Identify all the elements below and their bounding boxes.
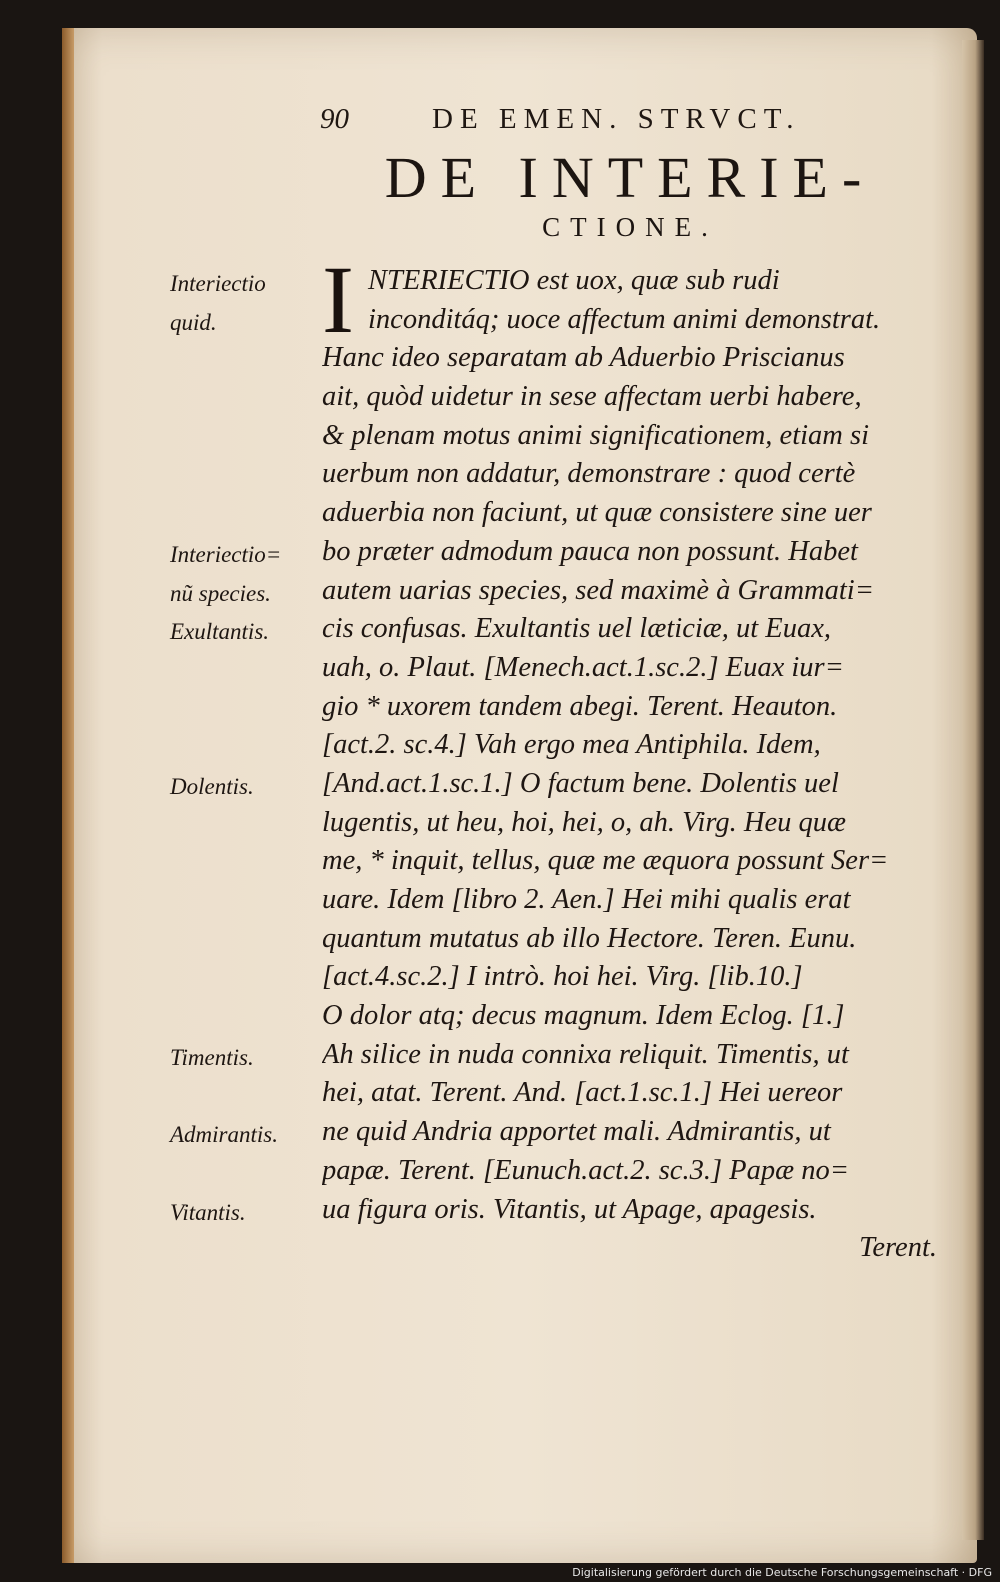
body-line: Terent. <box>859 1232 937 1264</box>
body-line: uah, o. Plaut. [Menech.act.1.sc.2.] Euax iur= <box>322 651 844 683</box>
body-line: gio * uxorem tandem abegi. Terent. Heauton. <box>322 690 838 722</box>
body-line: lugentis, ut heu, hoi, hei, o, ah. Virg. Heu quæ <box>322 806 847 838</box>
body-line: Ah silice in nuda connixa reliquit. Timentis, ut <box>322 1038 849 1070</box>
body-line: [act.4.sc.2.] I intrò. hoi hei. Virg. [lib.10.] <box>322 961 803 993</box>
body-text <box>322 262 937 1268</box>
body-line: hei, atat. Terent. And. [act.1.sc.1.] Hei uereor <box>322 1077 843 1109</box>
drop-cap: I <box>322 246 354 353</box>
body-line: me, * inquit, tellus, quæ me æquora possunt Ser= <box>322 845 889 877</box>
body-line: ait, quòd uidetur in sese affectam uerbi habere, <box>322 381 862 413</box>
margin-note: Interiectio <box>170 271 266 296</box>
body-line: ne quid Andria apportet mali. Admirantis, ut <box>322 1116 831 1148</box>
chapter-title-line-2: CTIONE. <box>542 212 718 242</box>
body-line: [act.2. sc.4.] Vah ergo mea Antiphila. Idem, <box>322 729 821 761</box>
page-binding-edge <box>62 28 74 1563</box>
body-line: autem uarias species, sed maximè à Grammati= <box>322 574 874 606</box>
body-line: bo præter admodum pauca non possunt. Habet <box>322 535 858 567</box>
page-fore-edge <box>962 40 984 1540</box>
running-head <box>320 103 940 143</box>
body-line: quantum mutatus ab illo Hectore. Teren. Eunu. <box>322 922 857 954</box>
margin-note: Admirantis. <box>170 1122 278 1148</box>
digitization-credit: Digitalisierung gefördert durch die Deutsche Forschungsgemeinschaft · DFG <box>572 1566 992 1579</box>
body-line: ua figura oris. Vitantis, ut Apage, apagesis. <box>322 1193 817 1225</box>
body-line: aduerbia non faciunt, ut quæ consistere sine uer <box>322 497 872 529</box>
body-line: cis confusas. Exultantis uel læticiæ, ut Euax, <box>322 613 831 645</box>
body-line: O dolor atq; decus magnum. Idem Eclog. [1.] <box>322 1000 845 1032</box>
margin-note: nũ species. <box>170 580 271 606</box>
chapter-title-line-1: DE INTERIE- <box>384 145 876 210</box>
body-line: & plenam motus animi significationem, etiam si <box>322 419 870 451</box>
margin-note: Vitantis. <box>170 1199 246 1225</box>
body-line: NTERIECTIO est uox, quæ sub rudi <box>368 265 780 296</box>
margin-note: Exultantis. <box>170 619 270 645</box>
margin-note: Dolentis. <box>170 774 254 800</box>
page-number: 90 <box>320 103 349 135</box>
margin-note: Interiectio= <box>170 541 282 567</box>
running-title: DE EMEN. STRVCT. <box>432 103 801 135</box>
body-line: inconditáq; uoce affectum animi demonstrat. <box>368 303 881 335</box>
body-line: uare. Idem [libro 2. Aen.] Hei mihi qualis erat <box>322 884 851 915</box>
body-line: Hanc ideo separatam ab Aduerbio Priscianus <box>322 342 845 374</box>
body-line: uerbum non addatur, demonstrare : quod certè <box>322 458 856 490</box>
body-line: [And.act.1.sc.1.] O factum bene. Dolentis uel <box>322 767 839 799</box>
margin-note: Timentis. <box>170 1045 254 1070</box>
margin-note: quid. <box>170 309 217 335</box>
body-line: papæ. Terent. [Eunuch.act.2. sc.3.] Papæ no= <box>322 1154 849 1186</box>
